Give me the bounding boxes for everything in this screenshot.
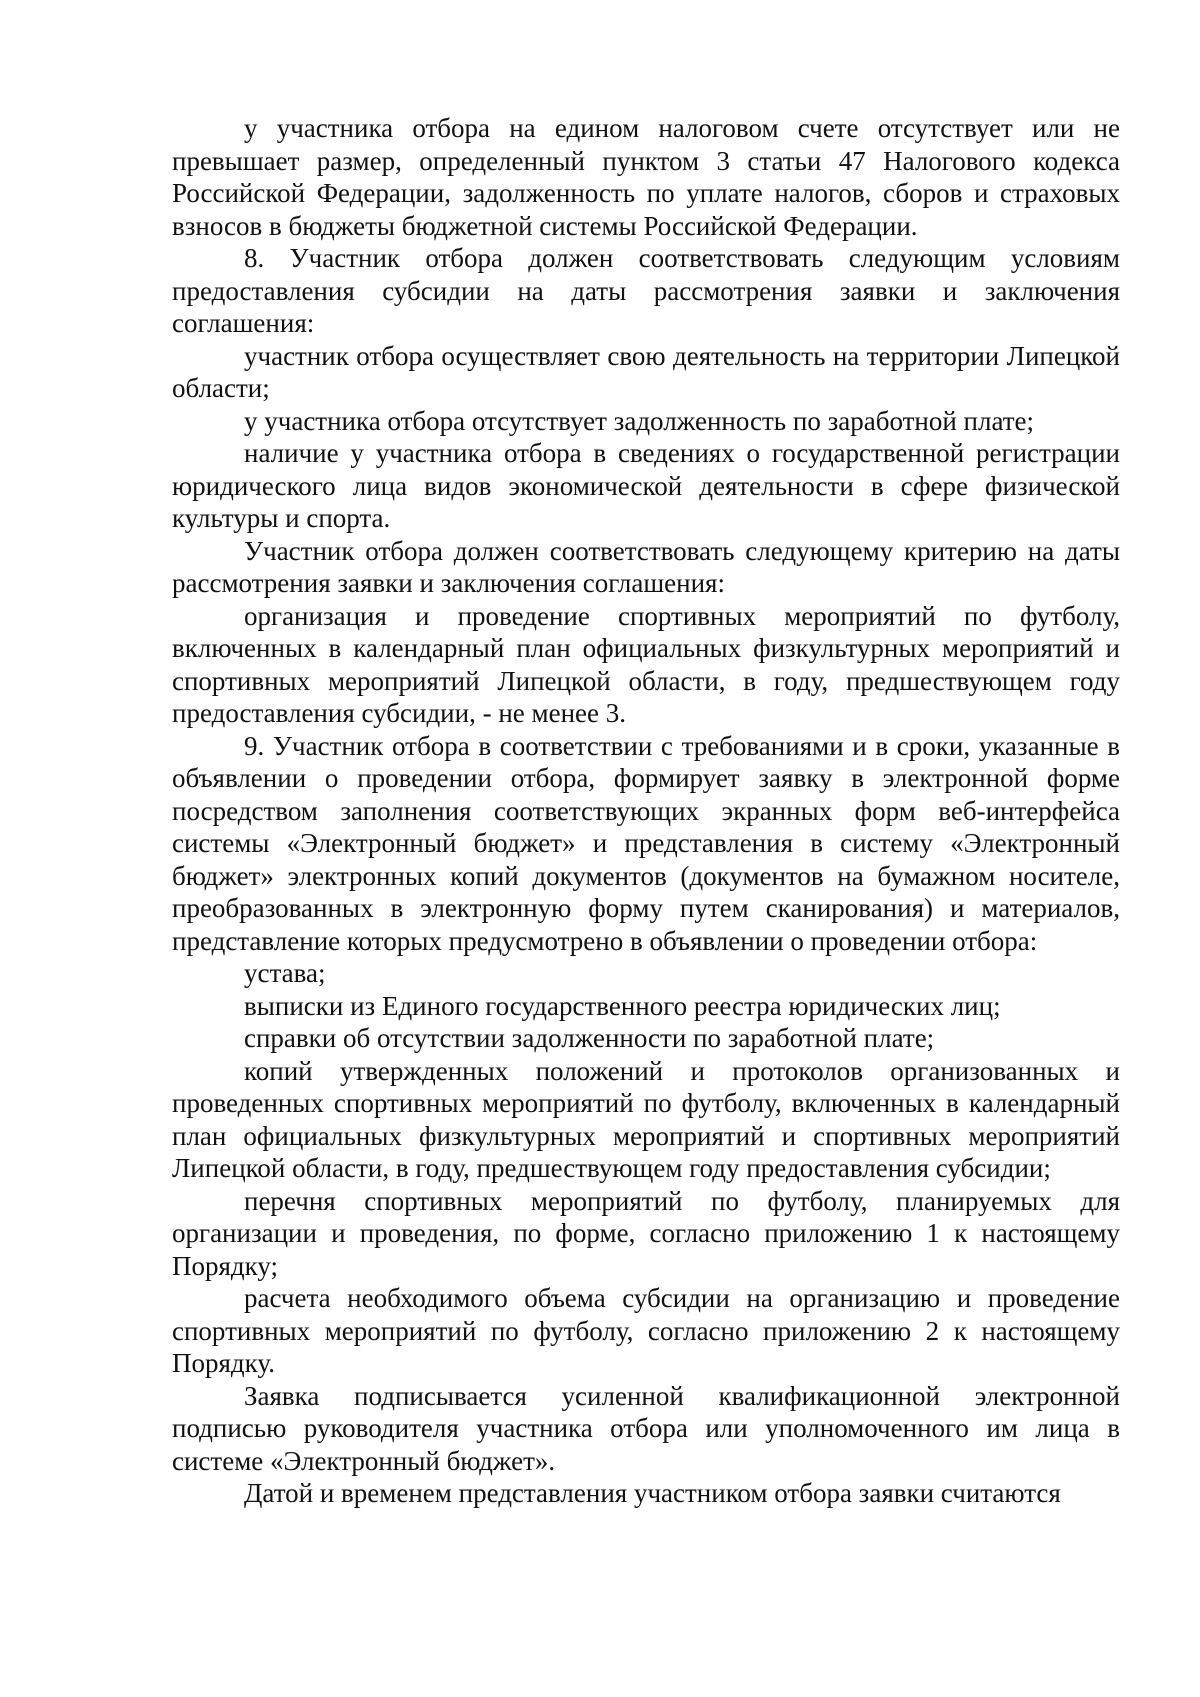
paragraph: выписки из Единого государственного реестра юридических лиц; (244, 990, 1001, 1021)
paragraph: справки об отсутствии задолженности по заработной плате; (244, 1023, 935, 1053)
paragraph: 8. Участник отбора должен соответствовать следующим условиям предоставления субсидии на даты рассмотрения заявки и заключения соглашения: (172, 243, 1120, 338)
paragraph: организация и проведение спортивных мероприятий по футболу, включенных в календарный план официальных физкультурных мероприятий и спортивных мероприятий Липецкой области, в году, предшествующем году предоставления субсидии, - не менее 3. (172, 600, 1120, 728)
paragraph: у участника отбора на едином налоговом счете отсутствует или не превышает размер, определенный пунктом 3 статьи 47 Налогового кодекса Российской Федерации, задолженность по уплате налогов, сборов и страховых взносов в бюджеты бюджетной системы Российской Федерации. (172, 113, 1120, 241)
paragraph: наличие у участника отбора в сведениях о государственной регистрации юридического лица видов экономической деятельности в сфере физической культуры и спорта. (172, 438, 1120, 533)
paragraph: 9. Участник отбора в соответствии с требованиями и в сроки, указанные в объявлении о проведении отбора, формирует заявку в электронной форме посредством заполнения соответствующих экранных форм веб-интерфейса системы «Электронный бюджет» и представления в систему «Электронный бюджет» электронных копий документов (документов на бумажном носителе, преобразованных в электронную форму путем сканирования) и материалов, представление которых предусмотрено в объявлении о проведении отбора: (172, 730, 1120, 956)
paragraph: Заявка подписывается усиленной квалификационной электронной подписью руководителя участника отбора или уполномоченного им лица в системе «Электронный бюджет». (172, 1380, 1120, 1476)
paragraph: расчета необходимого объема субсидии на организацию и проведение спортивных мероприятий по футболу, согласно приложению 2 к настоящему Порядку. (172, 1283, 1120, 1378)
document-body (172, 112, 1120, 1510)
paragraph: участник отбора осуществляет свою деятельность на территории Липецкой области; (172, 340, 1120, 403)
paragraph: копий утвержденных положений и протоколов организованных и проведенных спортивных мероприятий по футболу, включенных в календарный план официальных физкультурных мероприятий и спортивных мероприятий Липецкой области, в году, предшествующем году предоставления субсидии; (172, 1055, 1120, 1183)
paragraph: у участника отбора отсутствует задолженность по заработной плате; (244, 405, 1035, 436)
paragraph: Датой и временем представления участником отбора заявки считаются (244, 1478, 1061, 1508)
paragraph: Участник отбора должен соответствовать следующему критерию на даты рассмотрения заявки и заключения соглашения: (172, 535, 1120, 598)
paragraph: перечня спортивных мероприятий по футболу, планируемых для организации и проведения, по форме, согласно приложению 1 к настоящему Порядку; (172, 1185, 1120, 1281)
paragraph: устава; (244, 958, 326, 988)
